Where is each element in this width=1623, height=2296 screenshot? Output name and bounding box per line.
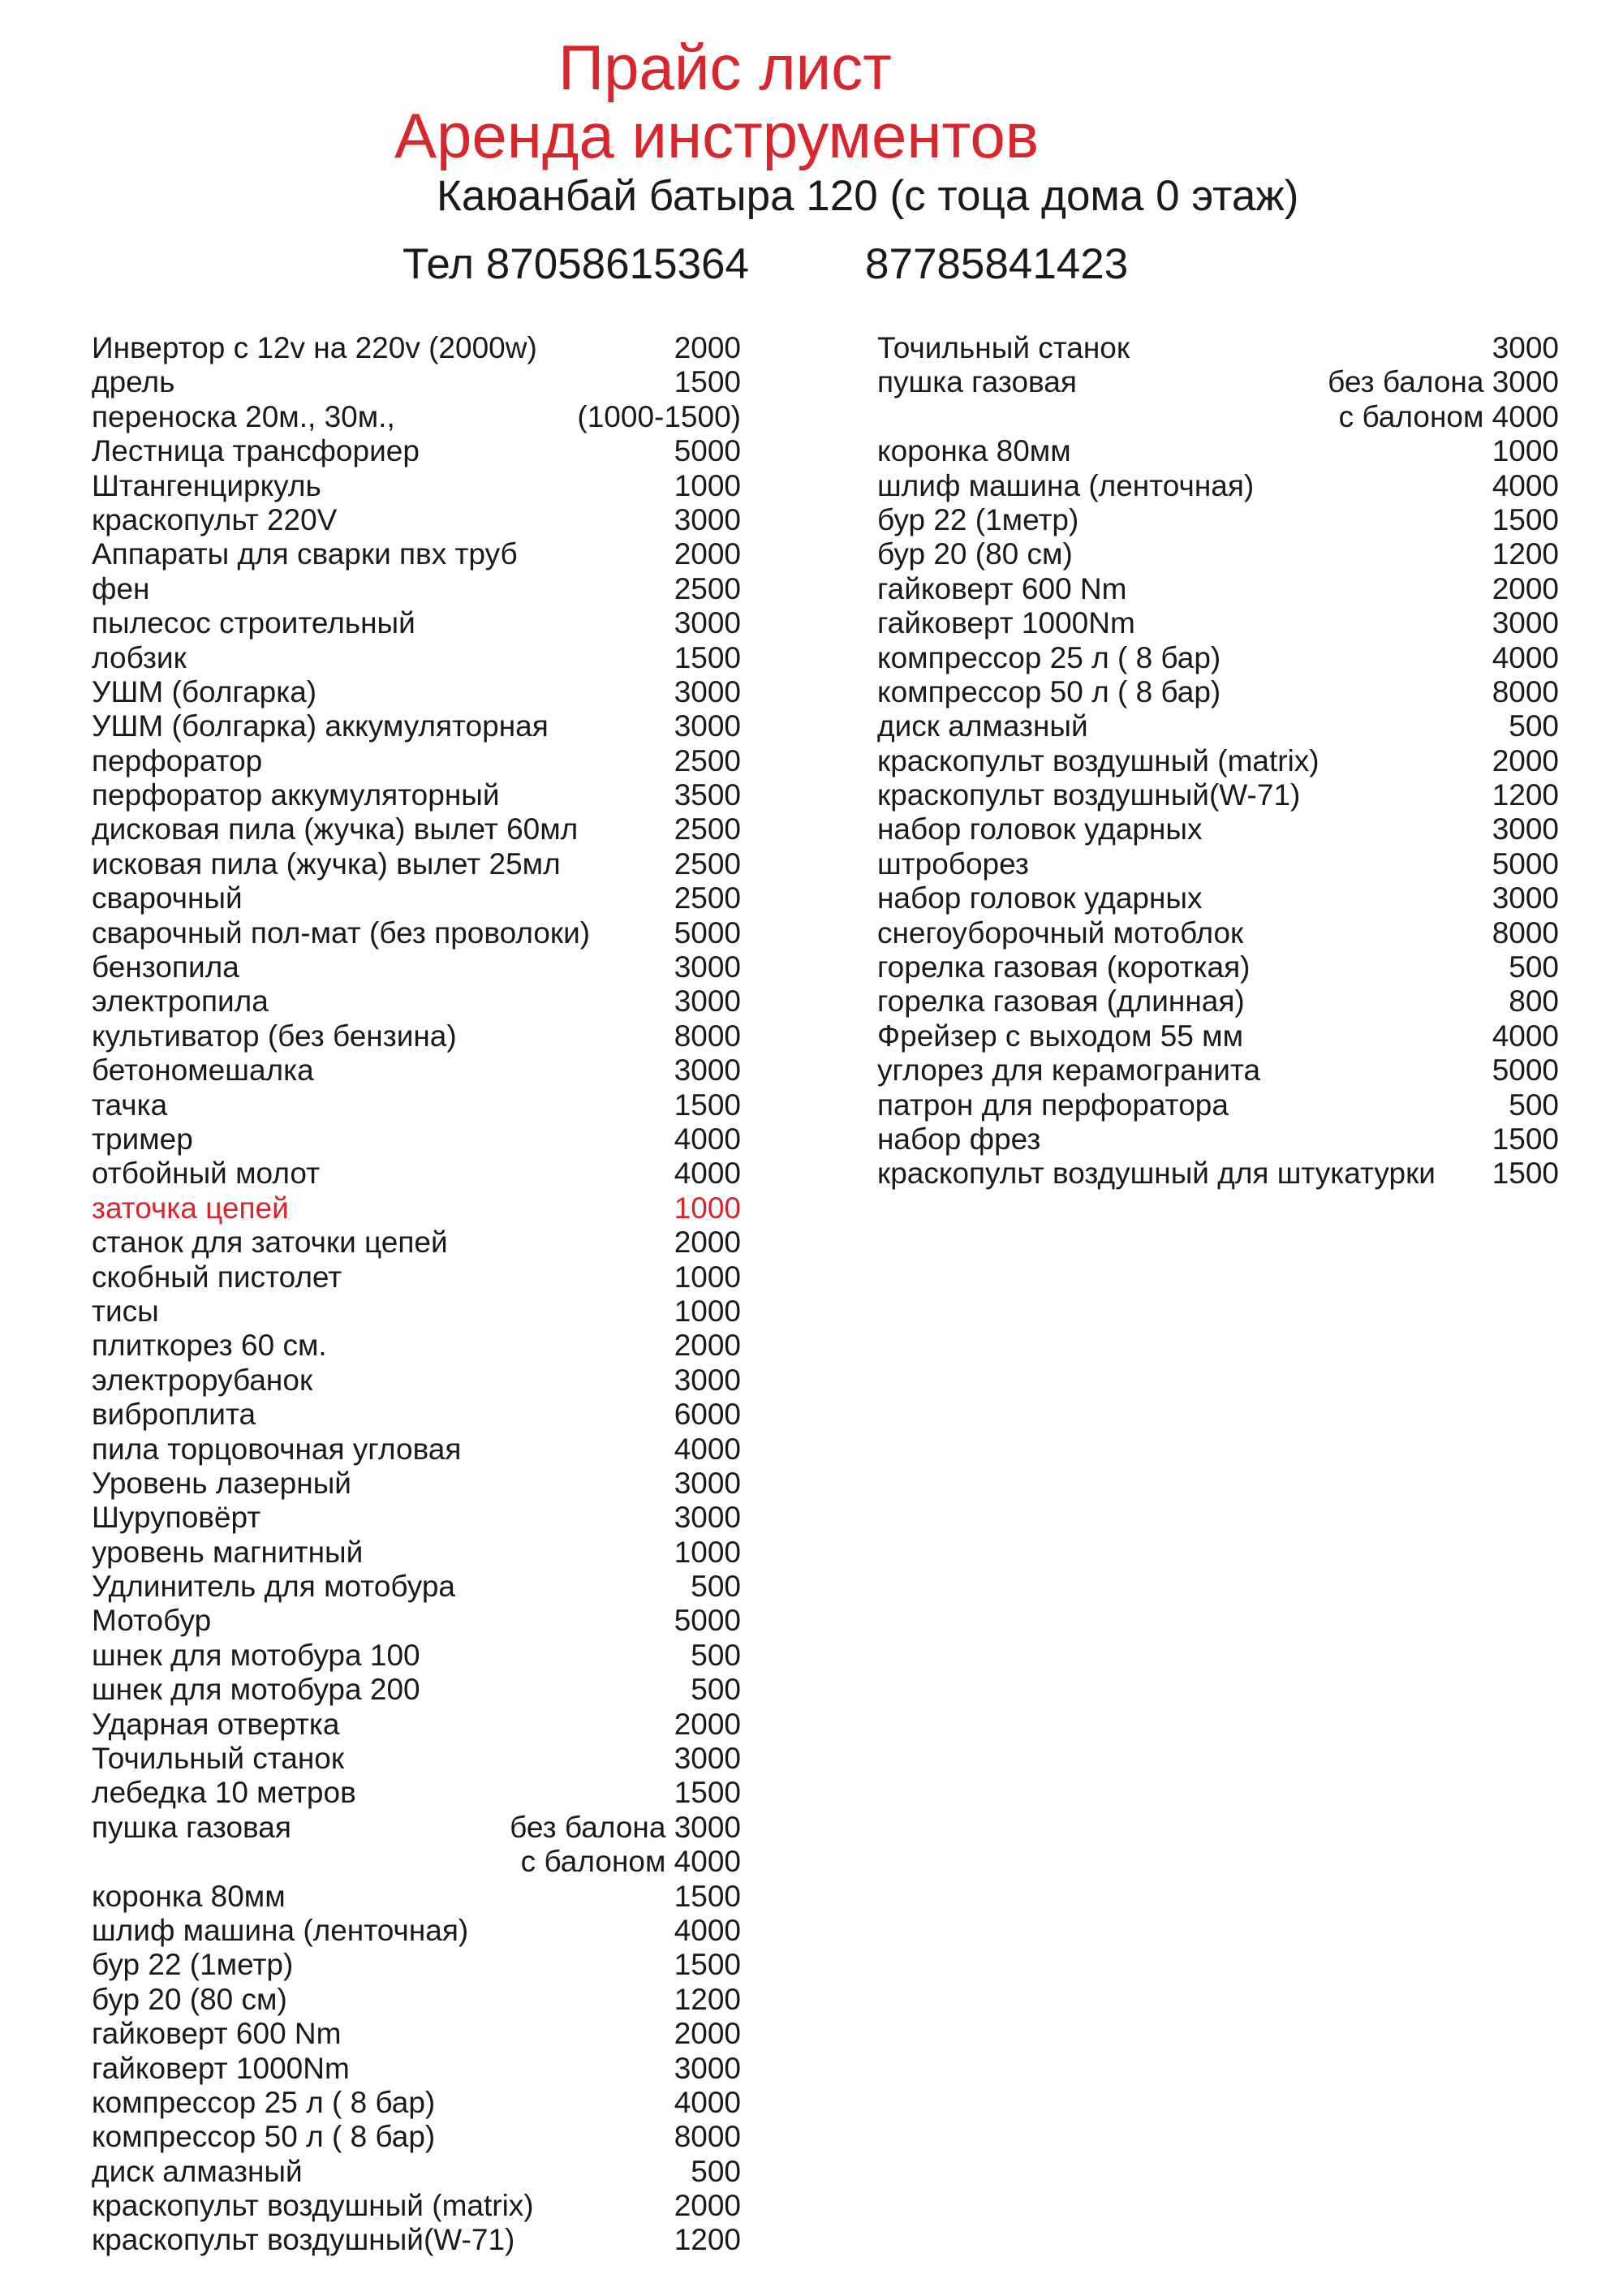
item-price: 2500 xyxy=(674,812,741,846)
item-name: УШМ (болгарка) xyxy=(92,674,317,709)
price-row xyxy=(877,1088,1559,1122)
item-name: горелка газовая (длинная) xyxy=(877,984,1245,1019)
item-price: 3000 xyxy=(674,1501,741,1535)
item-name: дрель xyxy=(92,365,175,399)
price-list-left-column xyxy=(92,331,741,2258)
item-name: скобный пистолет xyxy=(92,1260,342,1294)
item-name: шлиф машина (ленточная) xyxy=(877,468,1255,502)
item-price: 3000 xyxy=(674,2051,741,2085)
item-name: Ударная отвертка xyxy=(92,1707,340,1741)
item-name: углорез для керамогранита xyxy=(877,1053,1261,1088)
item-name: перфоратор xyxy=(92,743,263,778)
item-price: 3000 xyxy=(674,1053,741,1088)
price-row xyxy=(92,1122,741,1157)
price-row xyxy=(877,916,1559,950)
item-name: Лестница трансфориер xyxy=(92,434,420,468)
item-name: Аппараты для сварки пвх труб xyxy=(92,537,518,571)
price-row xyxy=(92,2223,741,2257)
item-name: сварочный пол-мат (без проволоки) xyxy=(92,915,591,950)
price-row xyxy=(92,572,741,606)
item-name: набор головок ударных xyxy=(877,881,1203,915)
price-row xyxy=(92,2086,741,2120)
price-row xyxy=(877,950,1559,984)
item-name: краскопульт воздушный (matrix) xyxy=(92,2189,534,2223)
price-row xyxy=(92,984,741,1019)
item-price: 3000 xyxy=(674,1466,741,1500)
item-name: компрессор 50 л ( 8 бар) xyxy=(877,674,1221,709)
item-price: 1500 xyxy=(674,1879,741,1913)
item-name: лебедка 10 метров xyxy=(92,1776,356,1810)
price-row xyxy=(877,881,1559,915)
price-row xyxy=(92,2189,741,2223)
price-row xyxy=(877,847,1559,881)
item-name: коронка 80мм xyxy=(877,434,1071,468)
price-row xyxy=(877,1053,1559,1088)
item-name: уровень магнитный xyxy=(92,1535,364,1569)
item-price: 4000 xyxy=(674,1913,741,1947)
item-price: 3000 xyxy=(674,674,741,709)
item-price: 1500 xyxy=(1492,502,1559,536)
price-row xyxy=(92,1914,741,1948)
item-price: 3000 xyxy=(674,606,741,640)
item-price: 1000 xyxy=(674,1294,741,1328)
item-price: 1000 xyxy=(674,1535,741,1569)
item-name: краскопульт воздушный (matrix) xyxy=(877,743,1319,778)
item-price: 500 xyxy=(691,1570,741,1604)
item-name: патрон для перфоратора xyxy=(877,1088,1229,1122)
price-row xyxy=(92,1776,741,1810)
item-name: компрессор 25 л ( 8 бар) xyxy=(877,640,1221,674)
price-row xyxy=(92,1191,741,1226)
item-name: бур 22 (1метр) xyxy=(92,1948,294,1982)
price-row xyxy=(877,503,1559,537)
item-name: диск алмазный xyxy=(92,2154,303,2188)
item-name: электрорубанок xyxy=(92,1363,313,1397)
item-price: 3000 xyxy=(1492,812,1559,846)
price-row xyxy=(92,1053,741,1088)
item-name: коронка 80мм xyxy=(92,1879,286,1913)
price-row xyxy=(92,916,741,950)
item-name: плиткорез 60 см. xyxy=(92,1329,327,1363)
price-row xyxy=(92,1673,741,1707)
item-name: Штангенциркуль xyxy=(92,468,321,502)
item-name: краскопульт воздушный(W-71) xyxy=(877,778,1301,812)
price-row xyxy=(92,2155,741,2189)
price-row xyxy=(92,1226,741,1260)
price-row xyxy=(92,1983,741,2017)
price-row xyxy=(92,675,741,709)
item-name: краскопульт воздушный(W-71) xyxy=(92,2223,515,2257)
item-price: 5000 xyxy=(674,434,741,468)
phone-number-2: 87785841423 xyxy=(865,240,1129,288)
price-row xyxy=(877,331,1559,365)
item-name: бетономешалка xyxy=(92,1053,314,1088)
item-name: дисковая пила (жучка) вылет 60мл xyxy=(92,812,579,846)
item-name: переноска 20м., 30м., xyxy=(92,399,395,433)
price-row xyxy=(92,400,741,434)
item-name: Инвертор с 12v на 220v (2000w) xyxy=(92,331,537,364)
item-name: фен xyxy=(92,571,150,605)
price-row xyxy=(92,778,741,812)
item-price: 3000 xyxy=(1492,881,1559,915)
phone-number-1: Тел 87058615364 xyxy=(403,240,750,288)
item-name: Мотобур xyxy=(92,1604,212,1638)
item-name: Точильный станок xyxy=(877,331,1130,364)
price-row xyxy=(92,1329,741,1363)
item-price: 3000 xyxy=(674,1742,741,1776)
price-row xyxy=(92,1845,741,1879)
price-row xyxy=(877,812,1559,846)
item-name: УШМ (болгарка) аккумуляторная xyxy=(92,709,549,743)
price-row xyxy=(877,365,1559,399)
price-row xyxy=(877,744,1559,778)
item-price: с балоном 4000 xyxy=(520,1845,741,1879)
item-price: 5000 xyxy=(1492,1053,1559,1088)
item-price: 1500 xyxy=(674,640,741,674)
item-price: 2500 xyxy=(674,846,741,881)
item-price: 2000 xyxy=(674,1329,741,1363)
price-row xyxy=(877,400,1559,434)
item-price: 4000 xyxy=(1492,468,1559,502)
item-name: компрессор 50 л ( 8 бар) xyxy=(92,2120,436,2154)
price-row xyxy=(92,1467,741,1501)
item-price: 2000 xyxy=(674,2017,741,2051)
price-row xyxy=(92,1639,741,1673)
item-price: 1000 xyxy=(674,1260,741,1294)
price-row xyxy=(877,1122,1559,1157)
item-price: с балоном 4000 xyxy=(1338,399,1559,433)
price-row xyxy=(92,1363,741,1398)
item-name: виброплита xyxy=(92,1398,256,1432)
item-price: 2500 xyxy=(674,881,741,915)
item-name: Фрейзер с выходом 55 мм xyxy=(877,1019,1244,1053)
item-price: 500 xyxy=(1509,950,1559,984)
item-price: 4000 xyxy=(1492,640,1559,674)
price-row xyxy=(92,1742,741,1776)
price-row xyxy=(92,469,741,503)
item-name: Уровень лазерный xyxy=(92,1466,351,1500)
price-list-right-column xyxy=(877,331,1559,1191)
item-price: 2000 xyxy=(674,331,741,364)
item-name: набор головок ударных xyxy=(877,812,1203,846)
item-name: исковая пила (жучка) вылет 25мл xyxy=(92,846,561,881)
item-name: пушка газовая xyxy=(92,1810,291,1844)
item-name: краскопульт воздушный для штукатурки xyxy=(877,1157,1436,1191)
item-price: 1500 xyxy=(674,365,741,399)
price-row xyxy=(92,606,741,640)
item-price: 5000 xyxy=(674,1604,741,1638)
item-price: 4000 xyxy=(1492,1019,1559,1053)
price-row xyxy=(877,675,1559,709)
item-price: 1200 xyxy=(674,2223,741,2257)
item-price: 500 xyxy=(1509,1088,1559,1122)
item-name: бур 20 (80 см) xyxy=(92,1982,287,2016)
item-price: 3000 xyxy=(674,709,741,743)
price-row xyxy=(92,537,741,571)
item-name: Шуруповёрт xyxy=(92,1501,261,1535)
price-row xyxy=(92,365,741,399)
item-price: (1000-1500) xyxy=(577,399,741,433)
price-row xyxy=(92,641,741,675)
item-price: 1200 xyxy=(674,1982,741,2016)
item-price: 8000 xyxy=(1492,915,1559,950)
item-price: 2000 xyxy=(674,1226,741,1260)
item-name: гайковерт 600 Nm xyxy=(877,571,1127,605)
item-price: 3000 xyxy=(674,502,741,536)
price-row xyxy=(92,1294,741,1329)
price-row xyxy=(92,847,741,881)
price-row xyxy=(92,1432,741,1467)
item-price: 4000 xyxy=(674,2085,741,2119)
item-name: тачка xyxy=(92,1088,168,1122)
item-name: компрессор 25 л ( 8 бар) xyxy=(92,2085,436,2119)
item-name: диск алмазный xyxy=(877,709,1088,743)
item-price: 1500 xyxy=(674,1776,741,1810)
price-row xyxy=(92,1570,741,1604)
item-price: 8000 xyxy=(1492,674,1559,709)
price-row xyxy=(92,1398,741,1432)
item-price: 5000 xyxy=(1492,846,1559,881)
price-row xyxy=(877,641,1559,675)
item-price: 1500 xyxy=(674,1948,741,1982)
item-name: шнек для мотобура 200 xyxy=(92,1673,420,1707)
item-name: лобзик xyxy=(92,640,187,674)
item-name: шнек для мотобура 100 xyxy=(92,1638,420,1672)
price-row xyxy=(877,709,1559,743)
item-name: набор фрез xyxy=(877,1122,1041,1156)
item-name: краскопульт 220V xyxy=(92,502,338,536)
item-price: 1000 xyxy=(1492,434,1559,468)
price-row xyxy=(92,881,741,915)
item-price: 1000 xyxy=(674,468,741,502)
item-price: 2000 xyxy=(674,1707,741,1741)
item-price: 1500 xyxy=(1492,1122,1559,1156)
item-price: 500 xyxy=(691,2154,741,2188)
item-price: 2000 xyxy=(674,537,741,571)
price-row xyxy=(92,2052,741,2086)
price-row xyxy=(877,606,1559,640)
price-row xyxy=(92,1157,741,1191)
item-price: 2000 xyxy=(1492,743,1559,778)
item-price: 3500 xyxy=(674,778,741,812)
item-name: гайковерт 1000Nm xyxy=(92,2051,350,2085)
price-row xyxy=(92,812,741,846)
item-price: 1500 xyxy=(1492,1157,1559,1191)
item-name: горелка газовая (короткая) xyxy=(877,950,1251,984)
item-name: штроборез xyxy=(877,846,1029,881)
item-name: пила торцовочная угловая xyxy=(92,1432,462,1466)
price-row xyxy=(92,1260,741,1294)
item-name: пылесос строительный xyxy=(92,606,415,640)
price-row xyxy=(877,984,1559,1019)
price-row xyxy=(877,1019,1559,1053)
item-price: 8000 xyxy=(674,2120,741,2154)
item-name: перфоратор аккумуляторный xyxy=(92,778,500,812)
price-row xyxy=(877,469,1559,503)
item-price: 3000 xyxy=(674,984,741,1019)
item-price: 2500 xyxy=(674,743,741,778)
item-price: 1200 xyxy=(1492,537,1559,571)
item-price: 4000 xyxy=(674,1122,741,1156)
item-name: Точильный станок xyxy=(92,1742,345,1776)
price-row xyxy=(92,709,741,743)
item-price: 3000 xyxy=(674,1363,741,1397)
price-row xyxy=(92,1536,741,1570)
item-price: 5000 xyxy=(674,915,741,950)
item-name: гайковерт 600 Nm xyxy=(92,2017,342,2051)
item-name: гайковерт 1000Nm xyxy=(877,606,1135,640)
address: Каюанбай батыра 120 (с тоца дома 0 этаж) xyxy=(437,172,1299,220)
item-price: 3000 xyxy=(1492,606,1559,640)
rental-title: Аренда инструментов xyxy=(394,100,1040,171)
item-name: станок для заточки цепей xyxy=(92,1226,448,1260)
price-row xyxy=(92,1708,741,1742)
price-row xyxy=(877,778,1559,812)
item-price: 500 xyxy=(1509,709,1559,743)
item-name: тример xyxy=(92,1122,193,1156)
item-price: 3000 xyxy=(674,950,741,984)
price-row xyxy=(92,1019,741,1053)
item-price: 6000 xyxy=(674,1398,741,1432)
item-name: сварочный xyxy=(92,881,243,915)
item-name: тисы xyxy=(92,1294,159,1328)
item-price: 3000 xyxy=(1492,331,1559,364)
item-name: снегоуборочный мотоблок xyxy=(877,915,1244,950)
item-price: 500 xyxy=(691,1638,741,1672)
price-row xyxy=(92,2017,741,2051)
item-price: 2000 xyxy=(1492,571,1559,605)
price-row xyxy=(92,1880,741,1914)
item-price: 1500 xyxy=(674,1088,741,1122)
item-name: бур 22 (1метр) xyxy=(877,502,1079,536)
price-row xyxy=(92,503,741,537)
price-row xyxy=(877,572,1559,606)
price-row xyxy=(877,1157,1559,1191)
price-row xyxy=(92,1501,741,1535)
price-row xyxy=(877,434,1559,468)
price-row xyxy=(92,331,741,365)
price-row xyxy=(92,434,741,468)
item-price: 500 xyxy=(691,1673,741,1707)
item-name: пушка газовая xyxy=(877,365,1077,399)
item-price: 4000 xyxy=(674,1157,741,1191)
item-price: 1200 xyxy=(1492,778,1559,812)
item-name: бур 20 (80 см) xyxy=(877,537,1073,571)
item-name: отбойный молот xyxy=(92,1157,321,1191)
item-name: Удлинитель для мотобура xyxy=(92,1570,456,1604)
item-price: 1000 xyxy=(674,1191,741,1225)
item-name: шлиф машина (ленточная) xyxy=(92,1913,469,1947)
item-price: 8000 xyxy=(674,1019,741,1053)
price-row xyxy=(92,1088,741,1122)
item-name: электропила xyxy=(92,984,269,1019)
price-row xyxy=(92,1948,741,1982)
item-price: без балона 3000 xyxy=(510,1810,741,1844)
price-row xyxy=(92,2120,741,2154)
item-price: без балона 3000 xyxy=(1328,365,1559,399)
item-price: 800 xyxy=(1509,984,1559,1019)
item-price: 4000 xyxy=(674,1432,741,1466)
price-row xyxy=(92,950,741,984)
price-row xyxy=(92,1604,741,1638)
item-name: бензопила xyxy=(92,950,239,984)
price-row xyxy=(92,744,741,778)
price-list-title: Прайс лист xyxy=(558,32,892,103)
price-row xyxy=(92,1811,741,1845)
item-price: 2500 xyxy=(674,571,741,605)
price-row xyxy=(877,537,1559,571)
phone-line xyxy=(403,240,1129,289)
item-price: 2000 xyxy=(674,2189,741,2223)
item-name: культиватор (без бензина) xyxy=(92,1019,457,1053)
item-name: заточка цепей xyxy=(92,1191,289,1225)
